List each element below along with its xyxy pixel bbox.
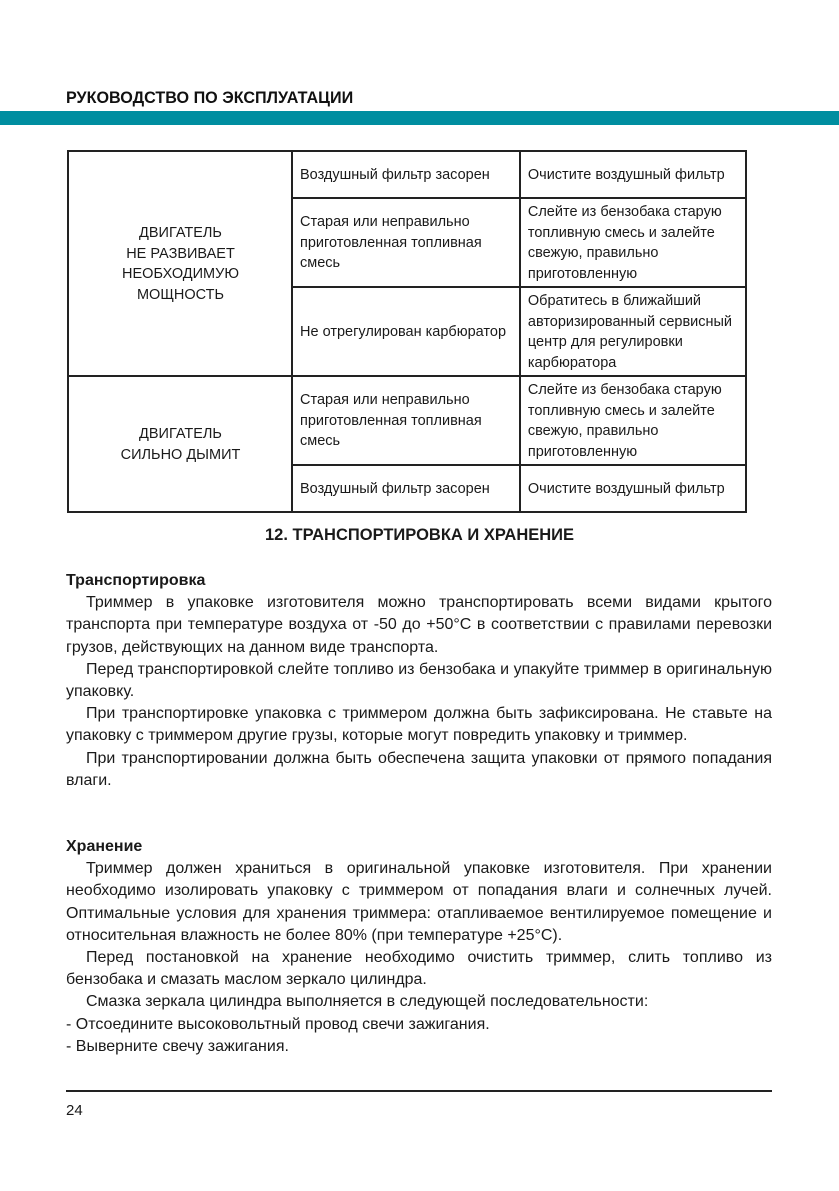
paragraph: Перед транспортировкой слейте топливо из бензобака и упакуйте триммер в оригинальную упаковку. — [66, 660, 772, 701]
symptom-line: ДВИГАТЕЛЬ — [139, 225, 222, 241]
list-item: - Выверните свечу зажигания. — [66, 1037, 289, 1055]
fix-cell: Слейте из бензобака старую топливную смесь и залейте свежую, правильно приготовленную — [520, 198, 746, 287]
symptom-line: НЕ РАЗВИВАЕТ — [126, 245, 235, 262]
paragraph: Перед постановкой на хранение необходимо очистить триммер, слить топливо из бензобака и смазать маслом зеркало цилиндра. — [66, 949, 772, 989]
section-title: 12. ТРАНСПОРТИРОВКА И ХРАНЕНИЕ — [264, 526, 575, 544]
fix-cell: Очистите воздушный фильтр — [520, 151, 746, 198]
cause-cell: Не отрегулирован карбюратор — [292, 287, 520, 376]
paragraph: Триммер должен храниться в оригинальной упаковке изготовителя. При хранении необходимо изолировать упаковку с триммером от попадания влаги и солнечных лучей. Оптимальные условия для хранения триммера: отапливаемое вентилируемое помещение и относительная влажность не более 80% (при температуре +25°С). — [66, 860, 772, 944]
symptom-line: СИЛЬНО ДЫМИТ — [120, 446, 241, 463]
symptom-cell — [68, 151, 292, 376]
fix-cell: Слейте из бензобака старую топливную смесь и залейте свежую, правильно приготовленную — [520, 376, 746, 465]
transport-section — [66, 570, 772, 792]
table-row — [68, 151, 746, 198]
symptom-line: МОЩНОСТЬ — [136, 286, 225, 303]
symptom-line: ДВИГАТЕЛЬ — [139, 426, 222, 442]
footer-divider — [66, 1090, 772, 1092]
cause-cell: Воздушный фильтр засорен — [292, 465, 520, 512]
page-number: 24 — [66, 1102, 83, 1119]
header-accent-bar — [0, 111, 839, 125]
troubleshooting-table — [67, 150, 747, 513]
symptom-cell — [68, 376, 292, 512]
table-row — [68, 376, 746, 465]
symptom-line: НЕОБХОДИМУЮ — [122, 266, 239, 282]
storage-section — [66, 836, 772, 1058]
paragraph: Триммер в упаковке изготовителя можно транспортировать всеми видами крытого транспорта при температуре воздуха от -50 до +50°С в соответствии с правилами перевозки грузов, действующих на данном виде транспорта. — [66, 594, 772, 656]
fix-cell: Обратитесь в ближайший авторизированный сервисный центр для регулировки карбюратора — [520, 287, 746, 376]
list-item: - Отсоедините высоковольтный провод свечи зажигания. — [66, 1015, 490, 1033]
cause-cell: Старая или неправильно приготовленная топливная смесь — [292, 376, 520, 465]
transport-heading: Транспортировка — [66, 572, 206, 589]
fix-cell: Очистите воздушный фильтр — [520, 465, 746, 512]
cause-cell: Воздушный фильтр засорен — [292, 151, 520, 198]
storage-heading: Хранение — [66, 838, 143, 855]
paragraph: При транспортировании должна быть обеспечена защита упаковки от прямого попадания влаги. — [66, 749, 772, 789]
paragraph: Смазка зеркала цилиндра выполняется в следующей последовательности: — [86, 993, 649, 1011]
paragraph: При транспортировке упаковка с триммером должна быть зафиксирована. Не ставьте на упаковку с триммером другие грузы, которые могут повредить упаковку и триммер. — [66, 705, 772, 745]
cause-cell: Старая или неправильно приготовленная топливная смесь — [292, 198, 520, 287]
running-header-title: РУКОВОДСТВО ПО ЭКСПЛУАТАЦИИ — [66, 88, 354, 107]
